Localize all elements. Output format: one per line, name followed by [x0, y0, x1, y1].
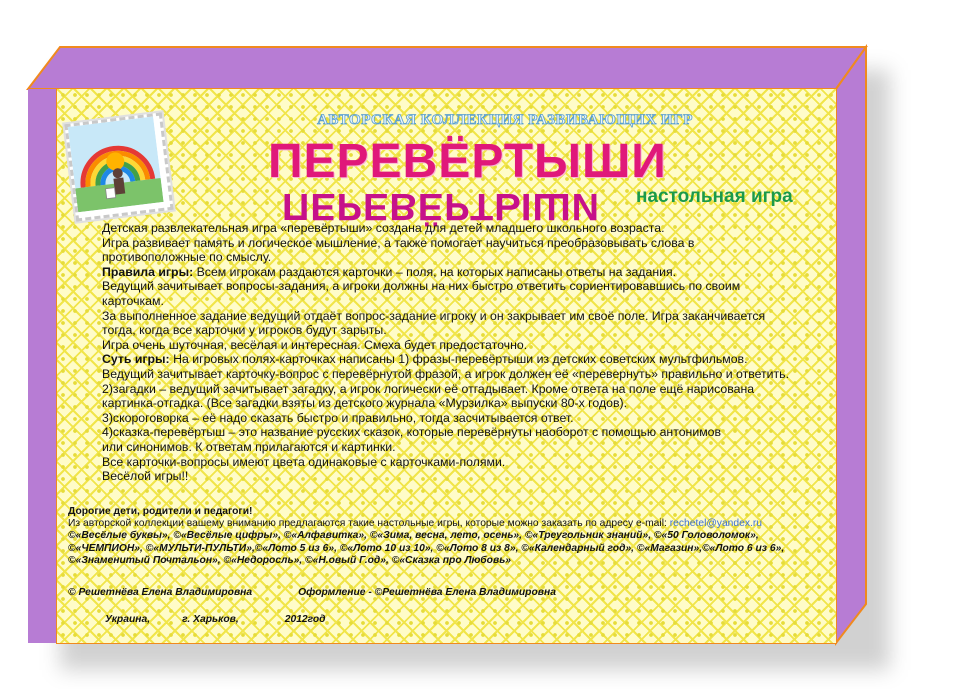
greeting: Дорогие дети, родители и педагоги!: [68, 506, 253, 517]
box-left-edge: [28, 89, 57, 643]
credits-line: [68, 587, 556, 598]
essence-line: Все карточки-вопросы имеют цвета одинаковые с карточками-полями.: [102, 454, 506, 469]
rules-line: [102, 265, 832, 280]
collection-info: [68, 506, 828, 567]
essence-line: 3)скороговорка – её надо сказать быстро и правильно, тогда засчитывается ответ.: [102, 410, 574, 425]
essence-line: или синонимов. К ответам прилагаются и картинки.: [102, 439, 396, 454]
essence-line: Весёлой игры!!: [102, 469, 189, 484]
essence-line: картинка-отгадка. (Все загадки взяты из детского журнала «Мурзилка» выпуски 80-х годов).: [102, 396, 628, 411]
rules-text: Всем игрокам раздаются карточки – поля, на которых написаны ответы на задания.: [193, 264, 677, 279]
rainbow-logo-icon: [68, 116, 164, 212]
game-description: [102, 221, 832, 484]
essence-line: Ведущий зачитывает карточку-вопрос с перевёрнутой фразой, а игрок должен её «перевернуть» правильно и ответить.: [102, 366, 789, 381]
game-title-mirrored: ПЕРЕВЁРТЫШИ: [282, 185, 600, 227]
rules-line: За выполненное задание ведущий отдаёт вопрос-задание игроку и он закрывает им своё поле. Игра заканчивается: [102, 308, 766, 323]
description-line: противоположные по смыслу.: [102, 250, 272, 265]
description-line: Игра развивает память и логическое мышление, а также помогает научиться преобразовывать слова в: [102, 235, 695, 250]
games-list-line: ©«Знаменитый Почтальон», ©«Недоросль», ©«Н.овый Г.од», ©«Сказка про Любовь»: [68, 554, 512, 566]
essence-label: Суть игры:: [102, 352, 170, 367]
design-credit: Оформление - ©Решетнёва Елена Владимировна: [298, 587, 556, 598]
year: 2012год: [284, 614, 326, 625]
games-list-line: ©«ЧЕМПИОН», ©«МУЛЬТИ-ПУЛЬТИ»,©«Лото 5 из 6», ©«Лото 10 из 10», ©«Лото 8 из 8», ©«Календарный год», ©«Магазин»,©«Лото 6 из 6»,: [68, 542, 785, 554]
logo-stamp: [64, 112, 173, 221]
order-line: [68, 518, 828, 530]
essence-line: 4)сказка-перевёртыш – это название русских сказок, которые перевёрнуты наоборот с помощью антонимов: [102, 425, 722, 440]
box-top-face: [28, 47, 866, 89]
box-right-face: [836, 47, 866, 643]
rules-line: Ведущий зачитывает вопросы-задания, а игроки должны на них быстро ответить сориентировавшись по своим: [102, 279, 741, 294]
rules-line: карточкам.: [102, 293, 164, 308]
location-line: [105, 614, 326, 625]
author-copyright: © Решетнёва Елена Владимировна: [68, 587, 253, 598]
essence-line: [102, 352, 832, 367]
order-text: Из авторской коллекции вашему вниманию предлагаются такие настольные игры, которые можно заказать по адресу e-mail:: [68, 518, 670, 530]
email-link[interactable]: rechetel@yandex.ru: [669, 518, 763, 530]
city: г. Харьков,: [182, 614, 239, 625]
rules-line: тогда, когда все карточки у игроков будут зарыты.: [102, 323, 387, 338]
game-title: ПЕРЕВЁРТЫШИ: [268, 135, 667, 188]
essence-line: 2)загадки – ведущий зачитывает загадку, а игрок логически её отгадывает. Кроме ответа на поле ещё нарисована: [102, 381, 755, 396]
rules-label: Правила игры:: [102, 264, 194, 279]
rules-line: Игра очень шуточная, весёлая и интересная. Смеха будет предостаточно.: [102, 337, 528, 352]
collection-subtitle: АВТОРСКАЯ КОЛЛЕКЦИЯ РАЗВИВАЮЩИХ ИГР: [317, 112, 693, 128]
games-list-line: ©«Весёлые буквы», ©«Весёлые цифры», ©«Алфавитка», ©«Зима, весна, лето, осень», ©«Треугольник знаний», ©«50 Головоломок»,: [68, 530, 759, 542]
description-line: Детская развлекательная игра «перевёртыши» создана для детей младшего школьного возраста.: [102, 221, 665, 235]
game-type-label: настольная игра: [636, 186, 793, 207]
essence-text: На игровых полях-карточках написаны 1) фразы-перевёртыши из детских советских мультфильмов.: [169, 352, 748, 367]
country: Украина,: [105, 614, 151, 625]
